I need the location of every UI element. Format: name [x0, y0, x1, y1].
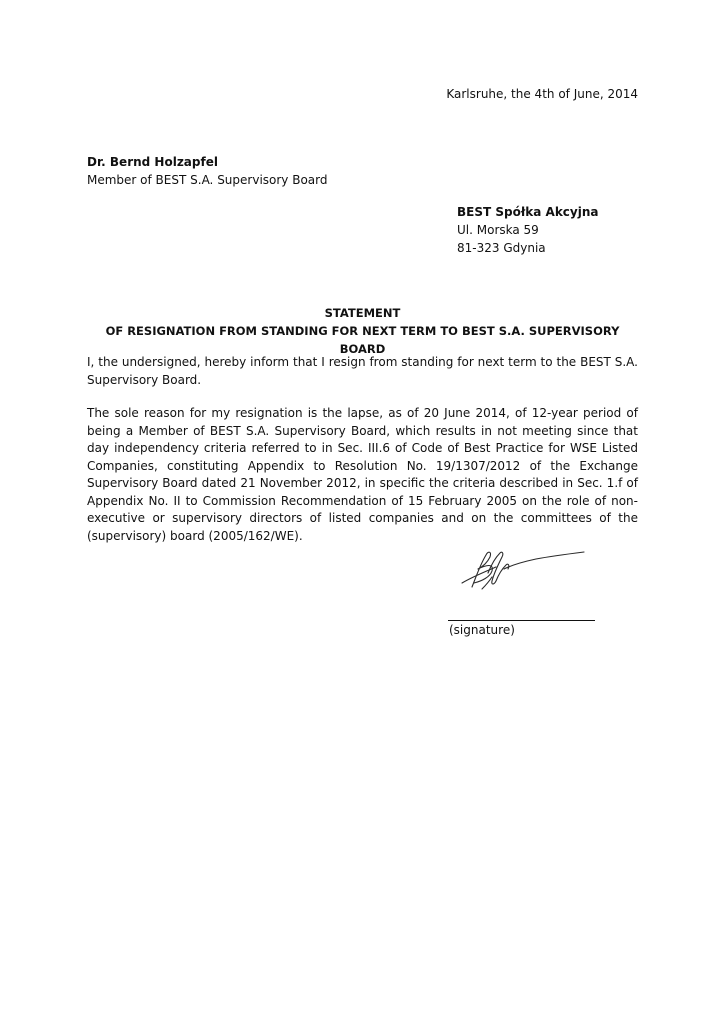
paragraph-resignation: I, the undersigned, hereby inform that I resign from standing for next term to the BEST S.A. Supervisory Board. — [87, 355, 638, 387]
signature-line — [448, 620, 595, 621]
signature-label: (signature) — [449, 623, 515, 637]
sender-role: Member of BEST S.A. Supervisory Board — [87, 173, 328, 187]
title-line-1: STATEMENT — [324, 306, 401, 320]
sender-name: Dr. Bernd Holzapfel — [87, 155, 218, 169]
date-line: Karlsruhe, the 4th of June, 2014 — [446, 87, 638, 101]
sender-block — [87, 153, 328, 189]
statement-title — [87, 304, 638, 358]
title-line-2: OF RESIGNATION FROM STANDING FOR NEXT TERM TO BEST S.A. SUPERVISORY BOARD — [105, 324, 620, 356]
recipient-company: BEST Spółka Akcyjna — [457, 205, 599, 219]
handwritten-signature — [452, 543, 588, 595]
paragraph-reason: The sole reason for my resignation is the lapse, as of 20 June 2014, of 12-year period of being a Member of BEST S.A. Supervisory Board, which results in not meeting since that day independency criteria referred to in Sec. III.6 of Code of Best Practice for WSE Listed Companies, constituting Appendix to Resolution No. 19/1307/2012 of the Exchange Supervisory Board dated 21 November 2012, in specific the criteria described in Sec. 1.f of Appendix No. II to Commission Recommendation of 15 February 2005 on the role of non-executive or supervisory directors of listed companies and on the committees of the (supervisory) board (2005/162/WE). — [87, 406, 638, 543]
recipient-block — [457, 203, 599, 257]
recipient-city: 81-323 Gdynia — [457, 241, 546, 255]
recipient-street: Ul. Morska 59 — [457, 223, 539, 237]
